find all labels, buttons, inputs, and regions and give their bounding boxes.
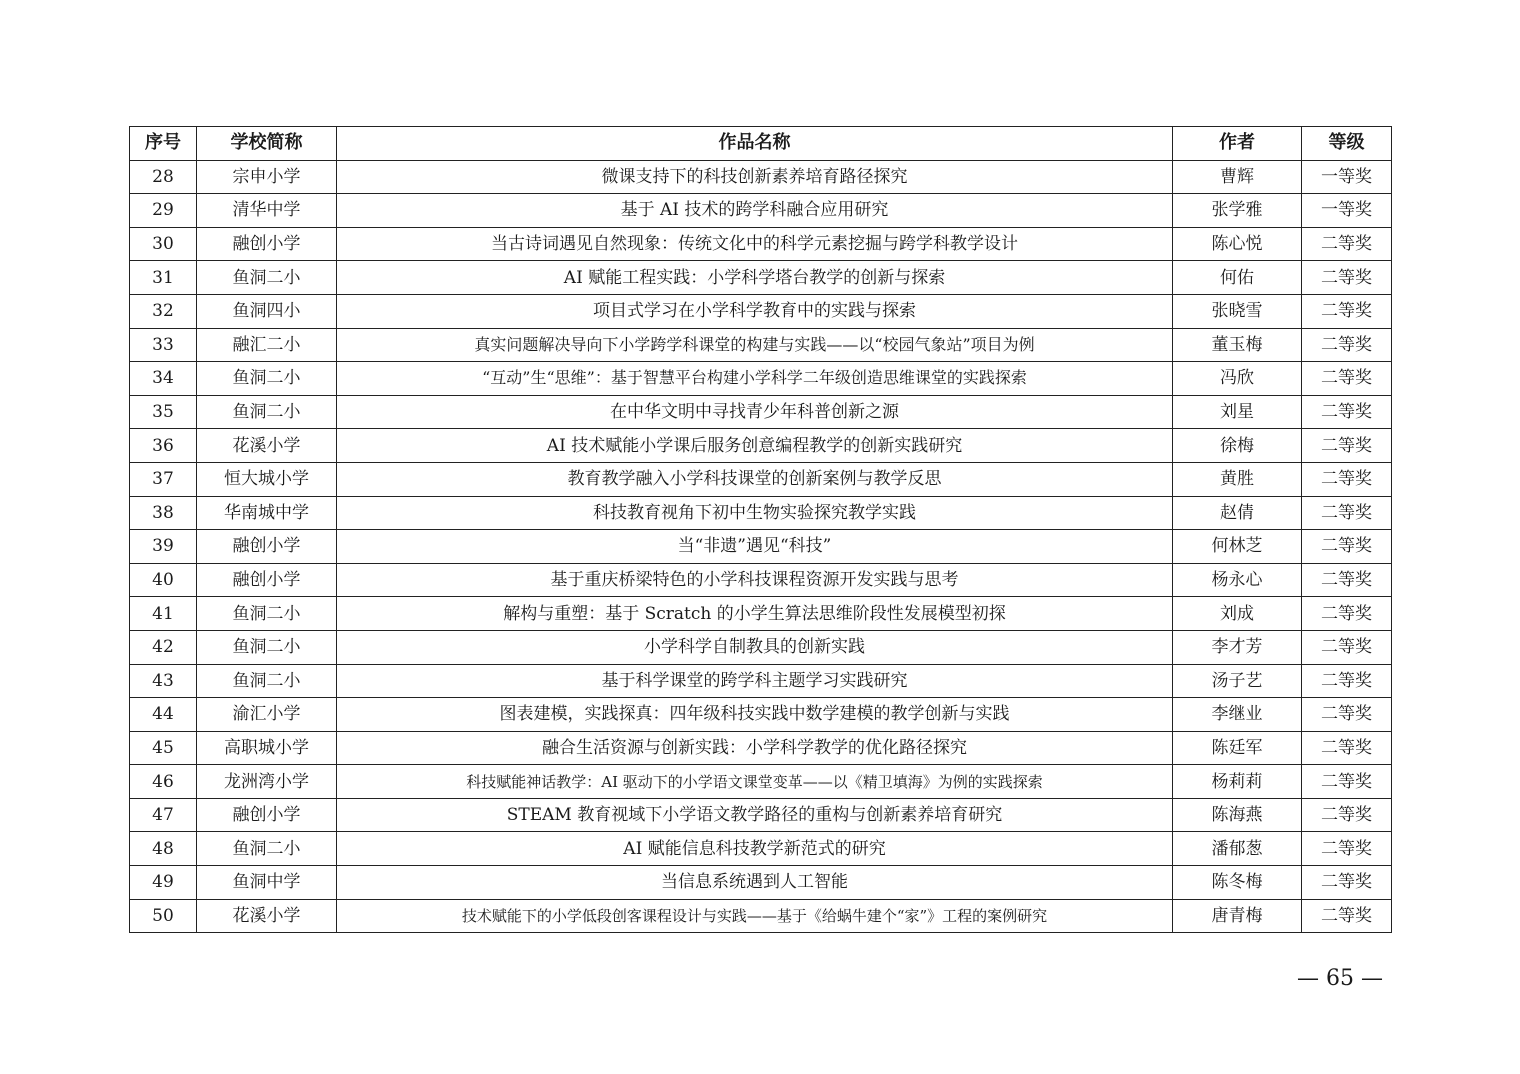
table-row — [130, 698, 1392, 732]
row-title: AI 技术赋能小学课后服务创意编程教学的创新实践研究 — [337, 429, 1173, 463]
row-author: 陈心悦 — [1173, 227, 1302, 261]
row-index: 32 — [130, 294, 197, 328]
row-school: 鱼洞二小 — [197, 597, 337, 631]
row-title: AI 赋能工程实践：小学科学塔台教学的创新与探索 — [337, 261, 1173, 295]
row-author: 陈廷军 — [1173, 731, 1302, 765]
row-index: 48 — [130, 832, 197, 866]
row-level: 二等奖 — [1302, 630, 1392, 664]
row-index: 38 — [130, 496, 197, 530]
row-author: 徐梅 — [1173, 429, 1302, 463]
row-index: 35 — [130, 395, 197, 429]
row-title: 技术赋能下的小学低段创客课程设计与实践——基于《给蜗牛建个“家”》工程的案例研究 — [337, 899, 1173, 933]
row-level: 二等奖 — [1302, 362, 1392, 396]
row-index: 30 — [130, 227, 197, 261]
row-school: 鱼洞四小 — [197, 294, 337, 328]
row-author: 潘郁葱 — [1173, 832, 1302, 866]
award-table — [129, 126, 1392, 933]
table-row — [130, 261, 1392, 295]
row-author: 何佑 — [1173, 261, 1302, 295]
row-level: 二等奖 — [1302, 866, 1392, 900]
row-level: 二等奖 — [1302, 563, 1392, 597]
row-school: 华南城中学 — [197, 496, 337, 530]
row-title: 基于科学课堂的跨学科主题学习实践研究 — [337, 664, 1173, 698]
row-title: 项目式学习在小学科学教育中的实践与探索 — [337, 294, 1173, 328]
row-school: 鱼洞二小 — [197, 832, 337, 866]
row-index: 36 — [130, 429, 197, 463]
row-title: 真实问题解决导向下小学跨学科课堂的构建与实践——以“校园气象站”项目为例 — [337, 328, 1173, 362]
row-level: 二等奖 — [1302, 395, 1392, 429]
row-level: 二等奖 — [1302, 530, 1392, 564]
row-level: 二等奖 — [1302, 328, 1392, 362]
header-school: 学校简称 — [197, 127, 337, 161]
table-row — [130, 832, 1392, 866]
row-level: 二等奖 — [1302, 798, 1392, 832]
row-author: 汤子艺 — [1173, 664, 1302, 698]
row-school: 花溪小学 — [197, 899, 337, 933]
row-title: AI 赋能信息科技教学新范式的研究 — [337, 832, 1173, 866]
table-row — [130, 866, 1392, 900]
table-row — [130, 731, 1392, 765]
row-level: 二等奖 — [1302, 731, 1392, 765]
row-title: 当信息系统遇到人工智能 — [337, 866, 1173, 900]
row-index: 46 — [130, 765, 197, 799]
row-index: 43 — [130, 664, 197, 698]
row-index: 29 — [130, 194, 197, 228]
row-school: 恒大城小学 — [197, 462, 337, 496]
row-level: 二等奖 — [1302, 597, 1392, 631]
row-index: 39 — [130, 530, 197, 564]
row-level: 二等奖 — [1302, 765, 1392, 799]
table-row — [130, 395, 1392, 429]
table-row — [130, 630, 1392, 664]
row-school: 鱼洞二小 — [197, 261, 337, 295]
row-author: 赵倩 — [1173, 496, 1302, 530]
row-author: 唐青梅 — [1173, 899, 1302, 933]
row-title: 微课支持下的科技创新素养培育路径探究 — [337, 160, 1173, 194]
row-title: 融合生活资源与创新实践：小学科学教学的优化路径探究 — [337, 731, 1173, 765]
table-row — [130, 160, 1392, 194]
row-author: 刘星 — [1173, 395, 1302, 429]
row-school: 鱼洞二小 — [197, 630, 337, 664]
row-index: 40 — [130, 563, 197, 597]
table-row — [130, 899, 1392, 933]
row-title: 图表建模，实践探真：四年级科技实践中数学建模的教学创新与实践 — [337, 698, 1173, 732]
table-header — [130, 127, 1392, 161]
table-row — [130, 496, 1392, 530]
row-title: “互动”生“思维”：基于智慧平台构建小学科学二年级创造思维课堂的实践探索 — [337, 362, 1173, 396]
row-level: 二等奖 — [1302, 899, 1392, 933]
row-author: 何林芝 — [1173, 530, 1302, 564]
header-author: 作者 — [1173, 127, 1302, 161]
row-school: 融创小学 — [197, 798, 337, 832]
row-school: 鱼洞二小 — [197, 362, 337, 396]
row-author: 董玉梅 — [1173, 328, 1302, 362]
row-index: 47 — [130, 798, 197, 832]
row-index: 28 — [130, 160, 197, 194]
row-author: 黄胜 — [1173, 462, 1302, 496]
table-row — [130, 294, 1392, 328]
row-title: 科技赋能神话教学：AI 驱动下的小学语文课堂变革——以《精卫填海》为例的实践探索 — [337, 765, 1173, 799]
row-author: 张学雅 — [1173, 194, 1302, 228]
page-number: — 65 — — [1297, 966, 1383, 991]
row-author: 李继业 — [1173, 698, 1302, 732]
table-row — [130, 765, 1392, 799]
row-index: 31 — [130, 261, 197, 295]
row-title: 当古诗词遇见自然现象：传统文化中的科学元素挖掘与跨学科教学设计 — [337, 227, 1173, 261]
row-school: 融创小学 — [197, 563, 337, 597]
table-row — [130, 597, 1392, 631]
row-index: 41 — [130, 597, 197, 631]
table-row — [130, 328, 1392, 362]
row-level: 二等奖 — [1302, 294, 1392, 328]
row-index: 37 — [130, 462, 197, 496]
row-level: 二等奖 — [1302, 227, 1392, 261]
row-index: 42 — [130, 630, 197, 664]
table-row — [130, 530, 1392, 564]
row-school: 花溪小学 — [197, 429, 337, 463]
row-school: 融创小学 — [197, 530, 337, 564]
row-index: 45 — [130, 731, 197, 765]
row-index: 49 — [130, 866, 197, 900]
table-row — [130, 362, 1392, 396]
row-level: 二等奖 — [1302, 832, 1392, 866]
row-title: 教育教学融入小学科技课堂的创新案例与教学反思 — [337, 462, 1173, 496]
row-title: STEAM 教育视域下小学语文教学路径的重构与创新素养培育研究 — [337, 798, 1173, 832]
row-level: 一等奖 — [1302, 194, 1392, 228]
row-school: 鱼洞中学 — [197, 866, 337, 900]
row-title: 解构与重塑：基于 Scratch 的小学生算法思维阶段性发展模型初探 — [337, 597, 1173, 631]
row-school: 鱼洞二小 — [197, 395, 337, 429]
table-row — [130, 194, 1392, 228]
row-title: 基于 AI 技术的跨学科融合应用研究 — [337, 194, 1173, 228]
header-row — [130, 127, 1392, 161]
row-author: 陈海燕 — [1173, 798, 1302, 832]
row-level: 二等奖 — [1302, 261, 1392, 295]
table-body — [130, 160, 1392, 933]
row-title: 小学科学自制教具的创新实践 — [337, 630, 1173, 664]
row-author: 杨永心 — [1173, 563, 1302, 597]
table-row — [130, 462, 1392, 496]
row-level: 二等奖 — [1302, 496, 1392, 530]
table-row — [130, 798, 1392, 832]
row-school: 清华中学 — [197, 194, 337, 228]
row-author: 李才芳 — [1173, 630, 1302, 664]
header-index: 序号 — [130, 127, 197, 161]
row-index: 34 — [130, 362, 197, 396]
table-row — [130, 429, 1392, 463]
header-level: 等级 — [1302, 127, 1392, 161]
table-row — [130, 227, 1392, 261]
row-index: 50 — [130, 899, 197, 933]
table-row — [130, 563, 1392, 597]
row-index: 44 — [130, 698, 197, 732]
row-author: 曹辉 — [1173, 160, 1302, 194]
row-school: 龙洲湾小学 — [197, 765, 337, 799]
row-title: 当“非遗”遇见“科技” — [337, 530, 1173, 564]
row-school: 高职城小学 — [197, 731, 337, 765]
row-title: 基于重庆桥梁特色的小学科技课程资源开发实践与思考 — [337, 563, 1173, 597]
row-school: 融创小学 — [197, 227, 337, 261]
row-title: 科技教育视角下初中生物实验探究教学实践 — [337, 496, 1173, 530]
row-school: 宗申小学 — [197, 160, 337, 194]
row-index: 33 — [130, 328, 197, 362]
row-author: 陈冬梅 — [1173, 866, 1302, 900]
row-level: 二等奖 — [1302, 664, 1392, 698]
row-level: 一等奖 — [1302, 160, 1392, 194]
row-title: 在中华文明中寻找青少年科普创新之源 — [337, 395, 1173, 429]
row-level: 二等奖 — [1302, 429, 1392, 463]
row-level: 二等奖 — [1302, 698, 1392, 732]
row-author: 刘成 — [1173, 597, 1302, 631]
header-title: 作品名称 — [337, 127, 1173, 161]
row-author: 杨莉莉 — [1173, 765, 1302, 799]
row-school: 融汇二小 — [197, 328, 337, 362]
table-row — [130, 664, 1392, 698]
row-school: 渝汇小学 — [197, 698, 337, 732]
row-author: 冯欣 — [1173, 362, 1302, 396]
row-school: 鱼洞二小 — [197, 664, 337, 698]
row-author: 张晓雪 — [1173, 294, 1302, 328]
row-level: 二等奖 — [1302, 462, 1392, 496]
